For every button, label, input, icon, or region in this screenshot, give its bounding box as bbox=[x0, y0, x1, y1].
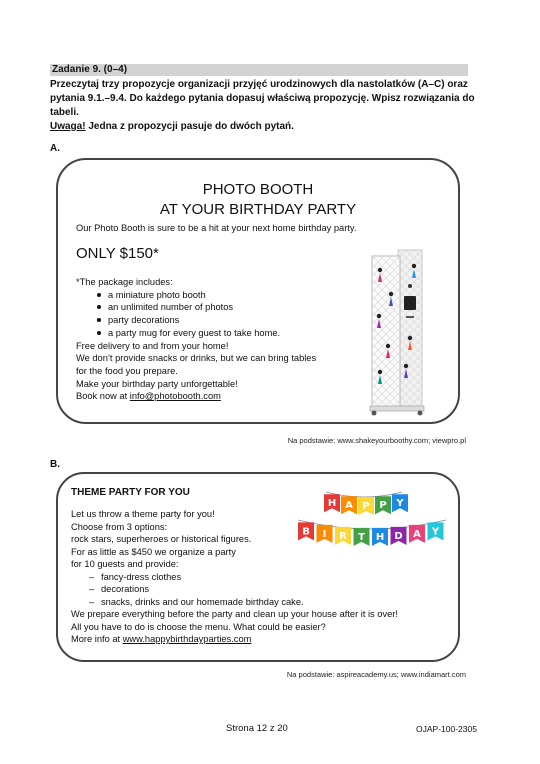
offer-a-line1: Free delivery to and from your home! bbox=[76, 340, 229, 351]
banner-flag bbox=[354, 528, 370, 546]
offer-a-line4: Make your birthday party unforgettable! bbox=[76, 378, 238, 389]
package-heading: *The package includes: bbox=[76, 277, 173, 287]
offer-a-title-line1: PHOTO BOOTH bbox=[202, 181, 314, 198]
list-item: party decorations bbox=[92, 314, 346, 327]
task-note bbox=[50, 120, 294, 133]
banner-flag bbox=[298, 522, 314, 540]
banner-letter: H bbox=[375, 531, 385, 543]
offer-a-book: Book now at info@photobooth.com bbox=[76, 391, 221, 402]
offer-a-intro: Our Photo Booth is sure to be a hit at your next home birthday party. bbox=[76, 223, 357, 233]
banner-flag bbox=[358, 497, 374, 515]
offer-b-line: Choose from 3 options: bbox=[71, 521, 168, 532]
task-title: Zadanie 9. (0–4) bbox=[52, 64, 128, 75]
list-item: a party mug for every guest to take home. bbox=[92, 327, 346, 340]
offer-b-line: Let us throw a theme party for you! bbox=[71, 509, 215, 519]
banner-flag bbox=[335, 527, 351, 545]
list-item: – snacks, drinks and our homemade birthday cake. bbox=[89, 596, 304, 607]
offer-b-line: rock stars, superheroes or historical figures. bbox=[71, 534, 252, 544]
page-number: Strona 12 z 20 bbox=[226, 723, 288, 734]
banner-letter: I bbox=[322, 528, 327, 540]
offer-b-after1: We prepare everything before the party and clean up your house after it is over! bbox=[71, 609, 398, 619]
banner-flag bbox=[391, 527, 407, 545]
banner-flag bbox=[428, 522, 444, 540]
offer-a-line3: for the food you prepare. bbox=[76, 365, 178, 376]
banner-letter: B bbox=[302, 526, 310, 538]
banner-letter: Y bbox=[396, 498, 404, 510]
exam-code: OJAP-100-2305 bbox=[416, 724, 477, 734]
banner-flag bbox=[409, 525, 425, 543]
offer-b-source: Na podstawie: aspireacademy.us; www.indiamart.com bbox=[286, 670, 466, 679]
list-item: – fancy-dress clothes bbox=[89, 571, 182, 582]
happy-birthday-banner bbox=[294, 488, 450, 560]
offer-b-line: For as little as $450 we organize a party bbox=[71, 546, 236, 557]
offer-a-price: ONLY $150* bbox=[76, 245, 159, 262]
banner-flag bbox=[392, 494, 408, 512]
offer-a-line2: We don’t provide snacks or drinks, but we can bring tables bbox=[76, 353, 317, 364]
task-instruction: Przeczytaj trzy propozycje organizacji przyjęć urodzinowych dla nastolatków (A–C) oraz pytania 9.1.–9.4. Do każdego pytania dopasuj właściwą propozycję. Wpisz rozwiązania do tabeli. bbox=[50, 79, 475, 118]
provide-list bbox=[71, 571, 441, 609]
banner-flag bbox=[372, 528, 388, 546]
list-item: an unlimited number of photos bbox=[92, 301, 346, 314]
offer-b-after2: All you have to do is choose the menu. What could be easier? bbox=[71, 621, 326, 632]
section-a-label: A. bbox=[50, 143, 60, 154]
list-item: – decorations bbox=[89, 584, 150, 594]
banner-letter: P bbox=[379, 500, 387, 512]
note-text: Jedna z propozycji pasuje do dwóch pytań. bbox=[85, 121, 294, 132]
offer-b-title: THEME PARTY FOR YOU bbox=[71, 487, 190, 498]
list-item: a miniature photo booth bbox=[92, 289, 346, 302]
photo-booth-image bbox=[358, 246, 438, 418]
banner-letter: T bbox=[358, 531, 365, 543]
offer-a-source: Na podstawie: www.shakeyourboothy.com; viewpro.pl bbox=[287, 436, 466, 445]
offer-a-body bbox=[76, 276, 346, 403]
banner-flag bbox=[375, 496, 391, 514]
note-label: Uwaga! bbox=[50, 121, 86, 132]
email-link[interactable]: info@photobooth.com bbox=[129, 391, 221, 402]
banner-flag bbox=[317, 525, 333, 543]
banner-flag bbox=[341, 496, 357, 514]
package-list bbox=[76, 289, 346, 340]
section-b-label: B. bbox=[50, 459, 60, 470]
banner-letter: A bbox=[413, 528, 421, 540]
website-link[interactable]: www.happybirthdayparties.com bbox=[122, 634, 252, 644]
banner-flag bbox=[324, 494, 340, 512]
offer-b-line: for 10 guests and provide: bbox=[71, 559, 179, 569]
banner-letter: D bbox=[394, 530, 403, 542]
banner-letter: Y bbox=[431, 526, 440, 538]
offer-b-more: More info at www.happybirthdayparties.com bbox=[71, 634, 252, 644]
banner-letter: R bbox=[339, 530, 347, 542]
banner-letter: A bbox=[345, 500, 353, 512]
offer-a-title-line2: AT YOUR BIRTHDAY PARTY bbox=[159, 201, 357, 218]
banner-letter: H bbox=[327, 498, 337, 510]
banner-letter: P bbox=[362, 501, 370, 512]
